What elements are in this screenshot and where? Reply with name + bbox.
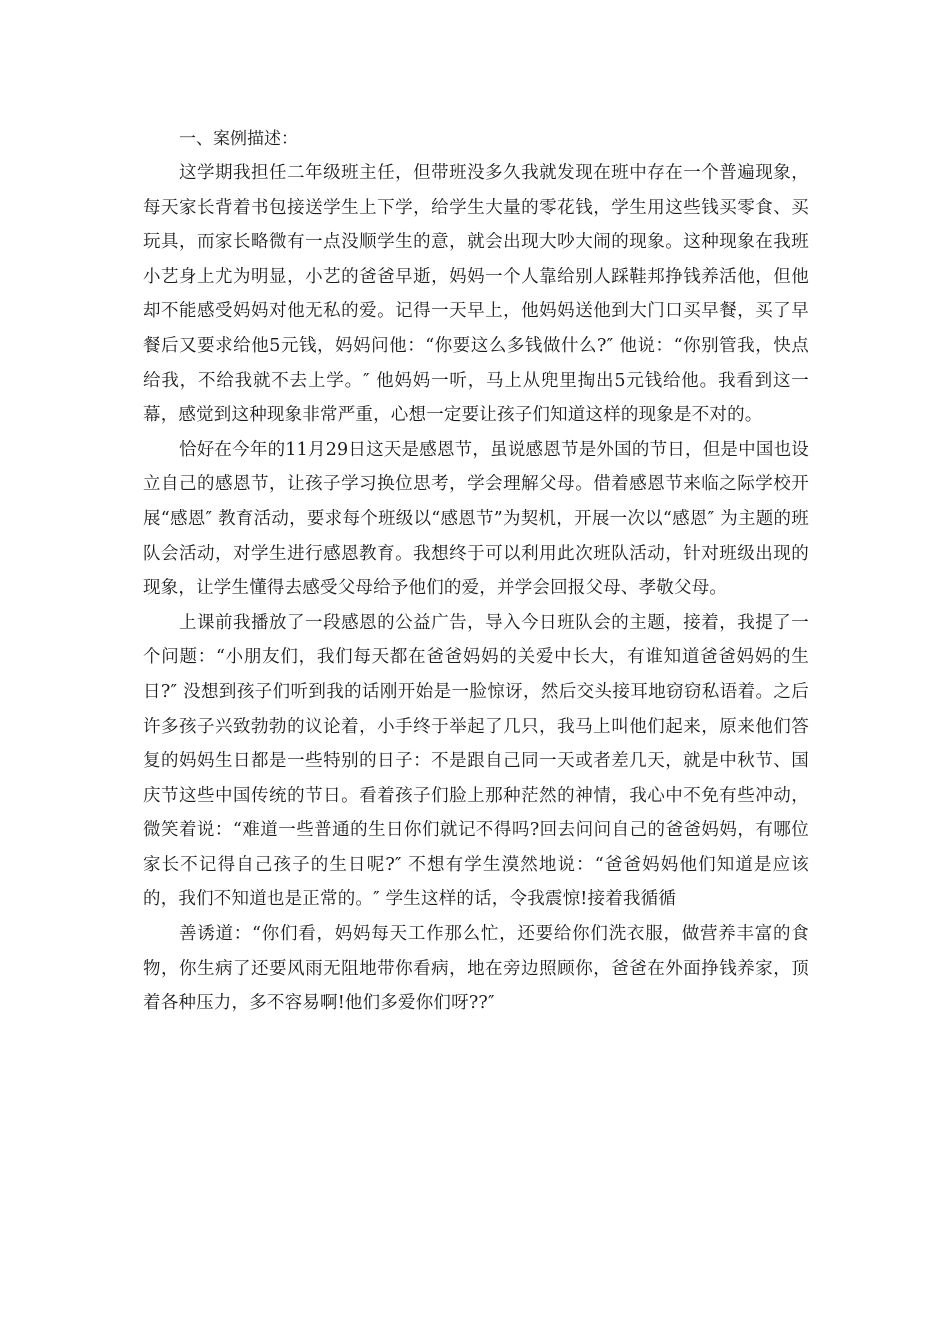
paragraph-thanksgiving: 恰好在今年的11月29日这天是感恩节，虽说感恩节是外国的节日，但是中国也设立自己的感恩节，让孩子学习换位思考，学会理解父母。借着感恩节来临之际学校开展“感恩″ 教育活动，要求每个班级以“感恩节”为契机，开展一次以“感恩″ 为主题的班队会活动，对学生进行感恩教育。我想终于可以利用此次班队活动，针对班级出现的现象，让学生懂得去感受父母给予他们的爱，并学会回报父母、孝敬父母。 [143,439,809,599]
section-heading: 一、案例描述： [179,129,298,149]
paragraph-case-description: 这学期我担任二年级班主任，但带班没多久我就发现在班中存在一个普遍现象，每天家长背着书包接送学生上下学，给学生大量的零花钱，学生用这些钱买零食、买玩具，而家长略微有一点没顺学生的意，就会出现大吵大闹的现象。这种现象在我班小艺身上尤为明显，小艺的爸爸早逝，妈妈一个人靠给别人踩鞋邦挣钱养活他，但他却不能感受妈妈对他无私的爱。记得一天早上，他妈妈送他到大门口买早餐，买了早餐后又要求给他5元钱，妈妈问他：“你要这么多钱做什么?″ 他说：“你别管我，快点给我，不给我就不去上学。″ 他妈妈一听，马上从兜里掏出5元钱给他。我看到这一幕，感觉到这种现象非常严重，心想一定要让孩子们知道这样的现象是不对的。 [143,163,809,426]
paragraph-guidance: 善诱道：“你们看，妈妈每天工作那么忙，还要给你们洗衣服，做营养丰富的食物，你生病了还要风雨无阻地带你看病，地在旁边照顾你，爸爸在外面挣钱养家，顶着各种压力，多不容易啊!他们多爱你们呀??″ [143,924,809,1014]
document-body [143,122,809,1021]
paragraph-class-meeting: 上课前我播放了一段感恩的公益广告，导入今日班队会的主题，接着，我提了一个问题：“小朋友们，我们每天都在爸爸妈妈的关爱中长大，有谁知道爸爸妈妈的生日?″ 没想到孩子们听到我的话刚开始是一脸惊讶，然后交头接耳地窃窃私语着。之后许多孩子兴致勃勃的议论着，小手终于举起了几只，我马上叫他们起来，原来他们答复的妈妈生日都是一些特别的日子：不是跟自己同一天或者差几天，就是中秋节、国庆节这些中国传统的节日。看着孩子们脸上那种茫然的神情，我心中不免有些冲动，微笑着说：“难道一些普通的生日你们就记不得吗?回去问问自己的爸爸妈妈，有哪位家长不记得自己孩子的生日呢?″ 不想有学生漠然地说：“爸爸妈妈他们知道是应该的，我们不知道也是正常的。″ 学生这样的话，令我震惊!接着我循循 [143,612,809,910]
